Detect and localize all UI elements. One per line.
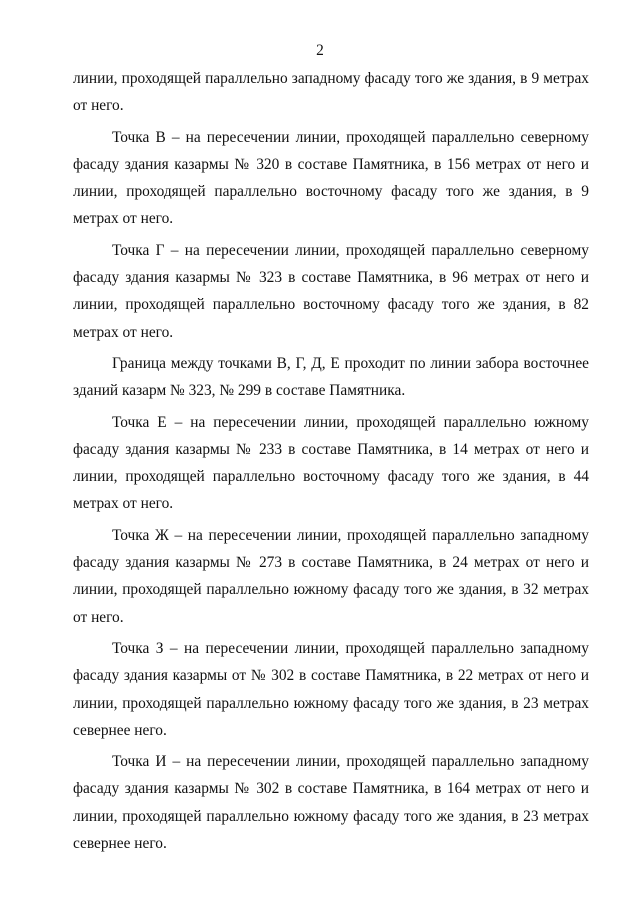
paragraph-border-v-g-d-e: Граница между точками В, Г, Д, Е проходит по линии забора восточнее зданий казарм № 323, № 299 в составе Памятника. xyxy=(73,354,589,400)
paragraph-point-e: Точка Е – на пересечении линии, проходящей параллельно южному фасаду здания казармы № 233 в составе Памятника, в 14 метрах от него и линии, проходящей параллельно восточному фасаду того же здания, в 44 метрах от него. xyxy=(73,413,589,513)
paragraph-point-z: Точка З – на пересечении линии, проходящей параллельно западному фасаду здания казармы от № 302 в составе Памятника, в 22 метрах от него и линии, проходящей параллельно южному фасаду того же здания, в 23 метрах севернее него. xyxy=(73,639,589,739)
paragraph-continuation: линии, проходящей параллельно западному фасаду того же здания, в 9 метрах от него. xyxy=(73,70,589,115)
paragraph-point-i: Точка И – на пересечении линии, проходящей параллельно западному фасаду здания казармы № 302 в составе Памятника, в 164 метрах от него и линии, проходящей параллельно южному фасаду того же здания, в 23 метрах севернее него. xyxy=(73,753,589,853)
paragraph-point-v: Точка В – на пересечении линии, проходящей параллельно северному фасаду здания казармы № 320 в составе Памятника, в 156 метрах от него и линии, проходящей параллельно восточному фасаду того же здания, в 9 метрах от него. xyxy=(73,128,589,228)
paragraph-point-zh: Точка Ж – на пересечении линии, проходящей параллельно западному фасаду здания казармы № 273 в составе Памятника, в 24 метрах от него и линии, проходящей параллельно южному фасаду того же здания, в 32 метрах от него. xyxy=(73,526,589,626)
document-body xyxy=(73,65,589,861)
page-number: 2 xyxy=(316,42,324,59)
paragraph-point-g: Точка Г – на пересечении линии, проходящей параллельно северному фасаду здания казармы № 323 в составе Памятника, в 96 метрах от него и линии, проходящей параллельно восточному фасаду того же здания, в 82 метрах от него. xyxy=(73,241,589,341)
